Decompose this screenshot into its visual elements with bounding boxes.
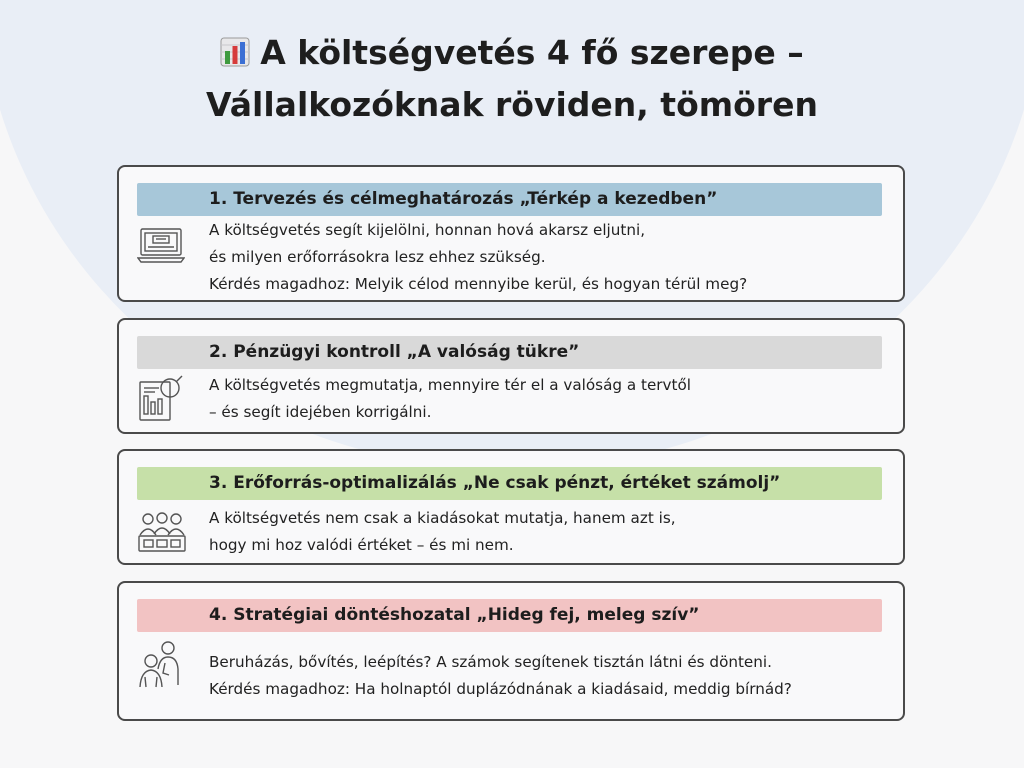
card-body [209,372,691,426]
title-text-line-2: Vállalkozóknak röviden, tömören [206,85,818,124]
card-header: 4. Stratégiai döntéshozatal „Hideg fej, meleg szív” [137,599,882,632]
role-card-optimization [117,449,905,565]
card-text-line: – és segít idejében korrigálni. [209,403,432,421]
laptop-icon [137,225,185,267]
title-text-line-1: A költségvetés 4 fő szerepe – [260,33,804,72]
card-text-line: A költségvetés megmutatja, mennyire tér el a valóság a tervtől [209,376,692,394]
card-text-line: Kérdés magadhoz: Melyik célod mennyibe kerül, és hogyan térül meg? [209,275,748,293]
title-line-1 [0,28,1024,80]
card-text-line: Beruházás, bővítés, leépítés? A számok segítenek tisztán látni és dönteni. [209,653,772,671]
card-body [209,649,792,703]
card-header: 3. Erőforrás-optimalizálás „Ne csak pénzt, értéket számolj” [137,467,882,500]
card-text-line: és milyen erőforrásokra lesz ehhez szükség. [209,248,546,266]
card-text-line: A költségvetés nem csak a kiadásokat mutatja, hanem azt is, [209,509,676,527]
role-card-control [117,318,905,434]
card-text-line: Kérdés magadhoz: Ha holnaptól duplázódnának a kiadásaid, meddig bírnád? [209,680,792,698]
role-card-strategy [117,581,905,721]
card-header: 1. Tervezés és célmeghatározás „Térkép a kezedben” [137,183,882,216]
role-card-planning [117,165,905,302]
card-body [209,217,747,298]
meeting-people-icon [137,511,187,553]
report-magnifier-icon [137,374,185,422]
discussion-people-icon [137,639,183,689]
page-title [0,28,1024,129]
card-text-line: hogy mi hoz valódi értéket – és mi nem. [209,536,514,554]
card-body [209,505,676,559]
bar-chart-emoji-icon [220,31,250,80]
card-text-line: A költségvetés segít kijelölni, honnan hová akarsz eljutni, [209,221,646,239]
card-header: 2. Pénzügyi kontroll „A valóság tükre” [137,336,882,369]
